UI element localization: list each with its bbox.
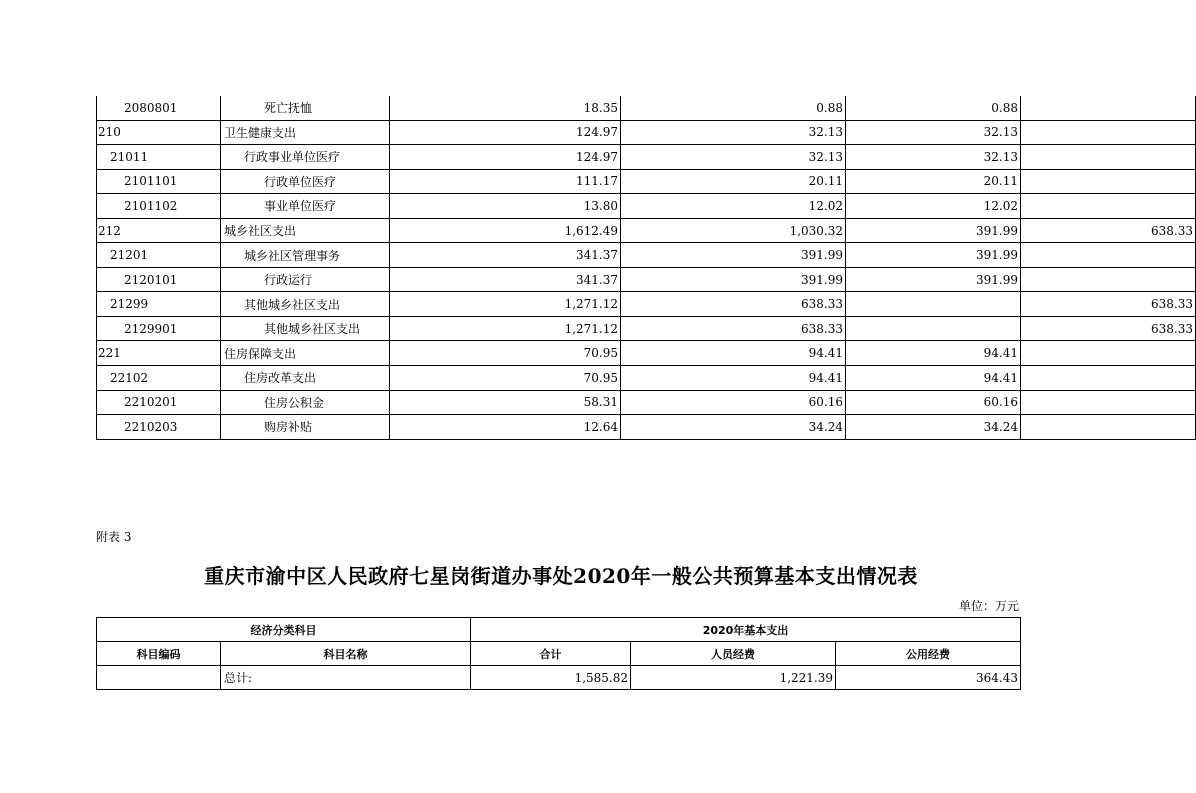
amount-cell: 32.13 [621, 145, 846, 170]
table-row [97, 415, 1196, 440]
subject-name-cell: 行政运行 [221, 267, 390, 292]
subject-code-cell: 21299 [97, 292, 221, 317]
subject-code-cell: 2101101 [97, 169, 221, 194]
amount-cell: 94.41 [846, 341, 1021, 366]
amount-cell: 60.16 [621, 390, 846, 415]
subject-name-cell: 城乡社区管理事务 [221, 243, 390, 268]
subject-name-cell: 城乡社区支出 [221, 218, 390, 243]
table-row [97, 169, 1196, 194]
subject-name-cell: 住房公积金 [221, 390, 390, 415]
amount-cell: 13.80 [390, 194, 621, 219]
amount-cell: 94.41 [846, 366, 1021, 391]
subject-code-cell: 22102 [97, 366, 221, 391]
economic-classification-header: 经济分类科目 [97, 618, 471, 642]
amount-cell: 124.97 [390, 120, 621, 145]
amount-cell: 12.02 [621, 194, 846, 219]
table-row [97, 120, 1196, 145]
amount-cell: 1,030.32 [621, 218, 846, 243]
subject-code-cell: 2210203 [97, 415, 221, 440]
table-row [97, 218, 1196, 243]
grand-total-amount: 1,585.82 [471, 666, 631, 690]
subject-name-cell: 其他城乡社区支出 [221, 292, 390, 317]
amount-cell [1021, 366, 1196, 391]
subject-code-cell: 21201 [97, 243, 221, 268]
amount-cell: 20.11 [621, 169, 846, 194]
amount-cell: 70.95 [390, 366, 621, 391]
subject-name-cell: 死亡抚恤 [221, 96, 390, 120]
subject-code-cell: 2101102 [97, 194, 221, 219]
column-header-row [97, 642, 1021, 666]
table-row [97, 243, 1196, 268]
table-row [97, 341, 1196, 366]
amount-cell: 341.37 [390, 243, 621, 268]
amount-cell: 111.17 [390, 169, 621, 194]
amount-cell: 638.33 [621, 292, 846, 317]
amount-cell [1021, 267, 1196, 292]
subject-name-cell: 行政事业单位医疗 [221, 145, 390, 170]
subject-name-cell: 购房补贴 [221, 415, 390, 440]
table-row [97, 316, 1196, 341]
grand-total-label: 总计: [221, 666, 471, 690]
subject-name-header: 科目名称 [221, 642, 471, 666]
amount-cell: 638.33 [621, 316, 846, 341]
subject-code-cell: 210 [97, 120, 221, 145]
group-header-row [97, 618, 1021, 642]
amount-cell: 391.99 [621, 243, 846, 268]
amount-cell: 391.99 [846, 243, 1021, 268]
amount-cell [1021, 96, 1196, 120]
amount-cell [1021, 194, 1196, 219]
amount-cell: 60.16 [846, 390, 1021, 415]
subject-name-cell: 卫生健康支出 [221, 120, 390, 145]
table-row [97, 194, 1196, 219]
amount-cell: 638.33 [1021, 292, 1196, 317]
amount-cell: 12.02 [846, 194, 1021, 219]
amount-cell [1021, 169, 1196, 194]
amount-cell: 32.13 [846, 120, 1021, 145]
total-header: 合计 [471, 642, 631, 666]
amount-cell: 94.41 [621, 366, 846, 391]
grand-total-row [97, 666, 1021, 690]
table-row [97, 96, 1196, 120]
amount-cell: 124.97 [390, 145, 621, 170]
budget-detail-table [96, 96, 1196, 440]
amount-cell: 0.88 [846, 96, 1021, 120]
subject-code-cell: 221 [97, 341, 221, 366]
amount-cell: 70.95 [390, 341, 621, 366]
amount-cell: 12.64 [390, 415, 621, 440]
amount-cell: 391.99 [846, 267, 1021, 292]
table-row [97, 366, 1196, 391]
amount-cell: 34.24 [846, 415, 1021, 440]
subject-name-cell: 其他城乡社区支出 [221, 316, 390, 341]
grand-total-code [97, 666, 221, 690]
amount-cell: 94.41 [621, 341, 846, 366]
table-row [97, 292, 1196, 317]
subject-name-cell: 住房保障支出 [221, 341, 390, 366]
amount-cell [1021, 243, 1196, 268]
personnel-expense-header: 人员经费 [631, 642, 836, 666]
amount-cell [1021, 145, 1196, 170]
amount-cell: 638.33 [1021, 218, 1196, 243]
subject-code-cell: 2129901 [97, 316, 221, 341]
grand-total-public: 364.43 [836, 666, 1021, 690]
subject-code-cell: 212 [97, 218, 221, 243]
subject-code-cell: 2210201 [97, 390, 221, 415]
amount-cell: 20.11 [846, 169, 1021, 194]
grand-total-personnel: 1,221.39 [631, 666, 836, 690]
basic-expenditure-2020-header: 2020年基本支出 [471, 618, 1021, 642]
report-title: 重庆市渝中区人民政府七星岗街道办事处2020年一般公共预算基本支出情况表 [204, 564, 918, 588]
amount-cell: 0.88 [621, 96, 846, 120]
subject-name-cell: 住房改革支出 [221, 366, 390, 391]
amount-cell: 34.24 [621, 415, 846, 440]
amount-cell: 391.99 [621, 267, 846, 292]
amount-cell: 1,271.12 [390, 316, 621, 341]
table-row [97, 145, 1196, 170]
amount-cell: 58.31 [390, 390, 621, 415]
table-row [97, 390, 1196, 415]
subject-name-cell: 行政单位医疗 [221, 169, 390, 194]
amount-cell: 32.13 [846, 145, 1021, 170]
budget-detail-table-body [97, 96, 1196, 439]
subject-code-cell: 2080801 [97, 96, 221, 120]
amount-cell [1021, 390, 1196, 415]
amount-cell: 391.99 [846, 218, 1021, 243]
amount-cell [846, 316, 1021, 341]
subject-name-cell: 事业单位医疗 [221, 194, 390, 219]
amount-cell: 18.35 [390, 96, 621, 120]
amount-cell [1021, 415, 1196, 440]
amount-cell [846, 292, 1021, 317]
amount-cell [1021, 341, 1196, 366]
amount-cell: 1,612.49 [390, 218, 621, 243]
unit-label: 单位：万元 [958, 599, 1019, 613]
subject-code-cell: 21011 [97, 145, 221, 170]
table-row [97, 267, 1196, 292]
amount-cell: 638.33 [1021, 316, 1196, 341]
amount-cell: 1,271.12 [390, 292, 621, 317]
subject-code-header: 科目编码 [97, 642, 221, 666]
subject-code-cell: 2120101 [97, 267, 221, 292]
appendix-label: 附表 3 [96, 530, 132, 544]
public-expense-header: 公用经费 [836, 642, 1021, 666]
amount-cell: 32.13 [621, 120, 846, 145]
amount-cell [1021, 120, 1196, 145]
basic-expenditure-table [96, 617, 1021, 690]
amount-cell: 341.37 [390, 267, 621, 292]
